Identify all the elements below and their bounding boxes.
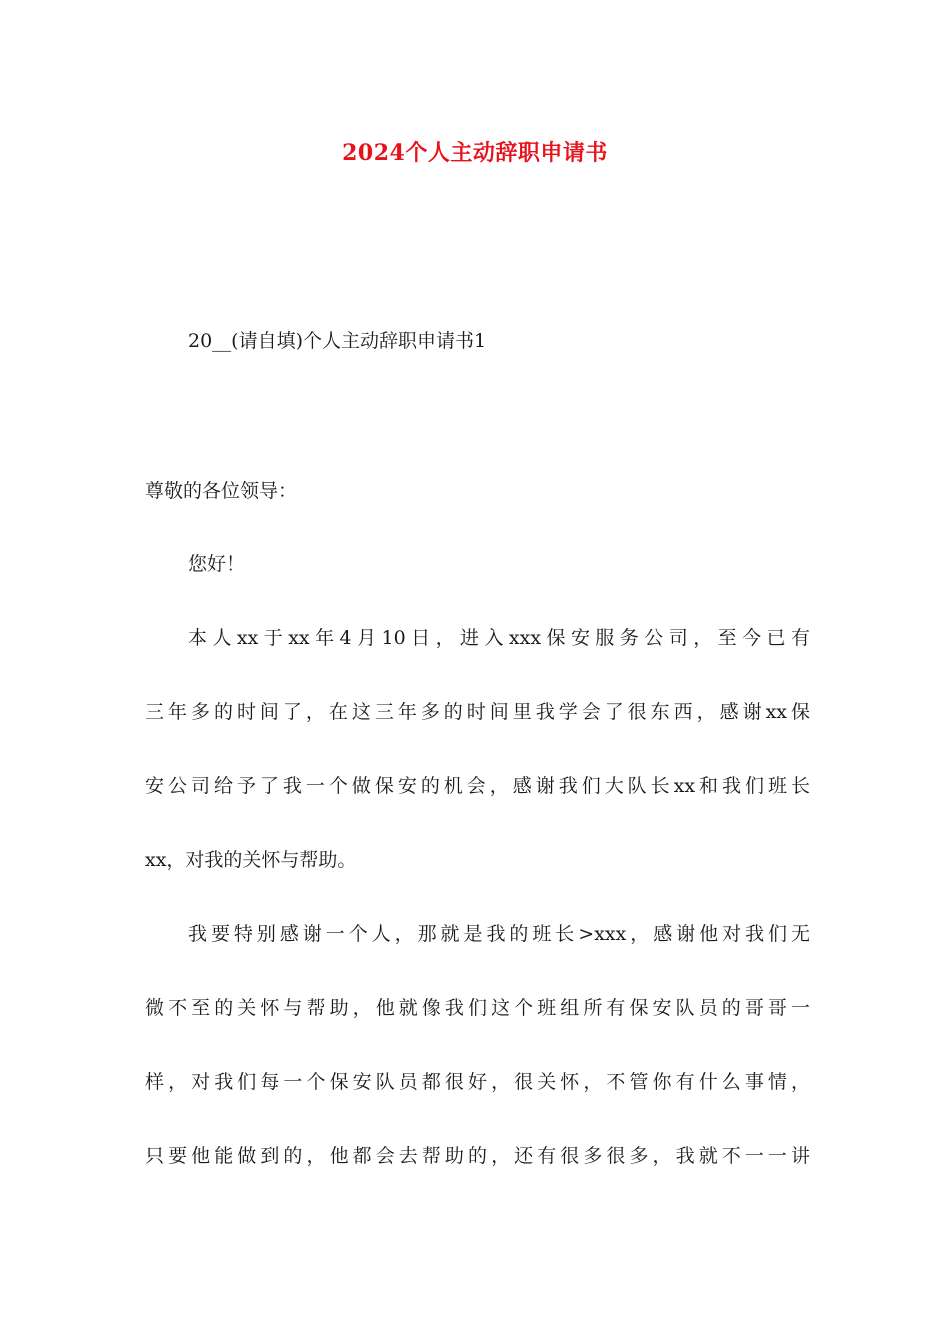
paragraph-line: 只要他能做到的，他都会去帮助的，还有很多很多，我就不一一讲 [145,1145,810,1167]
paragraph-1 [145,622,810,918]
document-subtitle: 20__(请自填)个人主动辞职申请书1 [188,330,487,352]
paragraph-line: 我要特别感谢一个人，那就是我的班长>xxx，感谢他对我们无 [188,923,810,945]
paragraph-line: 安公司给予了我一个做保安的机会，感谢我们大队长xx和我们班长 [145,775,810,797]
paragraph-line: 样，对我们每一个保安队员都很好，很关怀，不管你有什么事情， [145,1071,810,1093]
paragraph-2 [145,918,810,1214]
paragraph-line: 三年多的时间了，在这三年多的时间里我学会了很东西，感谢xx保 [145,701,810,723]
document-title: 2024个人主动辞职申请书 [342,140,608,166]
paragraph-line: 微不至的关怀与帮助，他就像我们这个班组所有保安队员的哥哥一 [145,997,810,1019]
salutation: 尊敬的各位领导： [145,480,298,502]
paragraph-line: 本人xx于xx年4月10日，进入xxx保安服务公司，至今已有 [188,627,810,649]
greeting: 您好！ [188,553,246,575]
paragraph-line: xx，对我的关怀与帮助。 [145,849,357,871]
